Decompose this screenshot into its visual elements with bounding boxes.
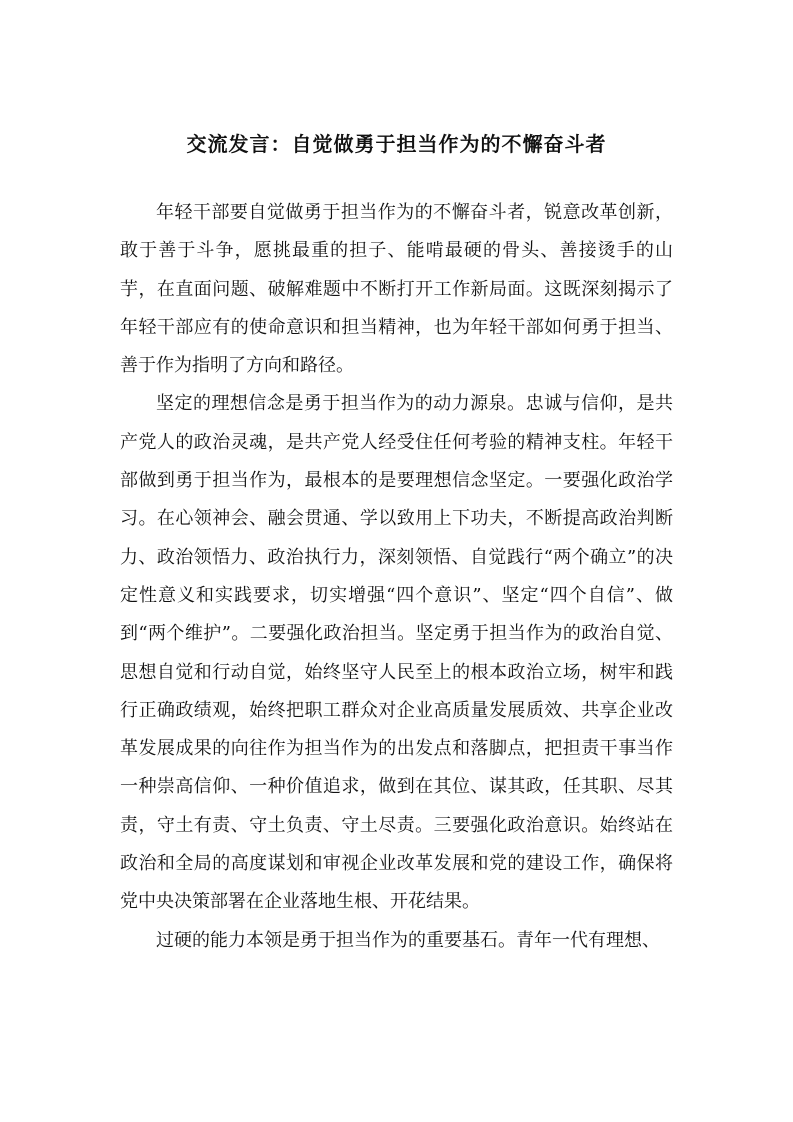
paragraph-ability: 过硬的能力本领是勇于担当作为的重要基石。青年一代有理想、 (156, 929, 660, 951)
paragraph-ideals-beliefs: 坚定的理想信念是勇于担当作为的动力源泉。忠诚与信仰，是共产党人的政治灵魂，是共产党人经受住任何考验的精神支柱。年轻干部做到勇于担当作为，最根本的是要理想信念坚定。一要强化政治学习。在心领神会、融会贯通、学以致用上下功夫，不断提高政治判断力、政治领悟力、政治执行力，深刻领悟、自觉践行“两个确立”的决定性意义和实践要求，切实增强“四个意识”、坚定“四个自信”、做到“两个维护”。二要强化政治担当。坚定勇于担当作为的政治自觉、思想自觉和行动自觉，始终坚守人民至上的根本政治立场，树牢和践行正确政绩观，始终把职工群众对企业高质量发展质效、共享企业改革发展成果的向往作为担当作为的出发点和落脚点，把担责干事当作一种崇高信仰、一种价值追求，做到在其位、谋其政，任其职、尽其责，守土有责、守土负责、守土尽责。三要强化政治意识。始终站在政治和全局的高度谋划和审视企业改革发展和党的建设工作，确保将党中央决策部署在企业落地生根、开花结果。 (120, 393, 673, 913)
paragraph-intro: 年轻干部要自觉做勇于担当作为的不懈奋斗者，锐意改革创新，敢于善于斗争，愿挑最重的担子、能啃最硬的骨头、善接烫手的山芋，在直面问题、破解难题中不断打开工作新局面。这既深刻揭示了年轻干部应有的使命意识和担当精神，也为年轻干部如何勇于担当、善于作为指明了方向和路径。 (120, 202, 673, 377)
document-body (120, 194, 673, 960)
document-title: 交流发言：自觉做勇于担当作为的不懈奋斗者 (186, 132, 607, 156)
